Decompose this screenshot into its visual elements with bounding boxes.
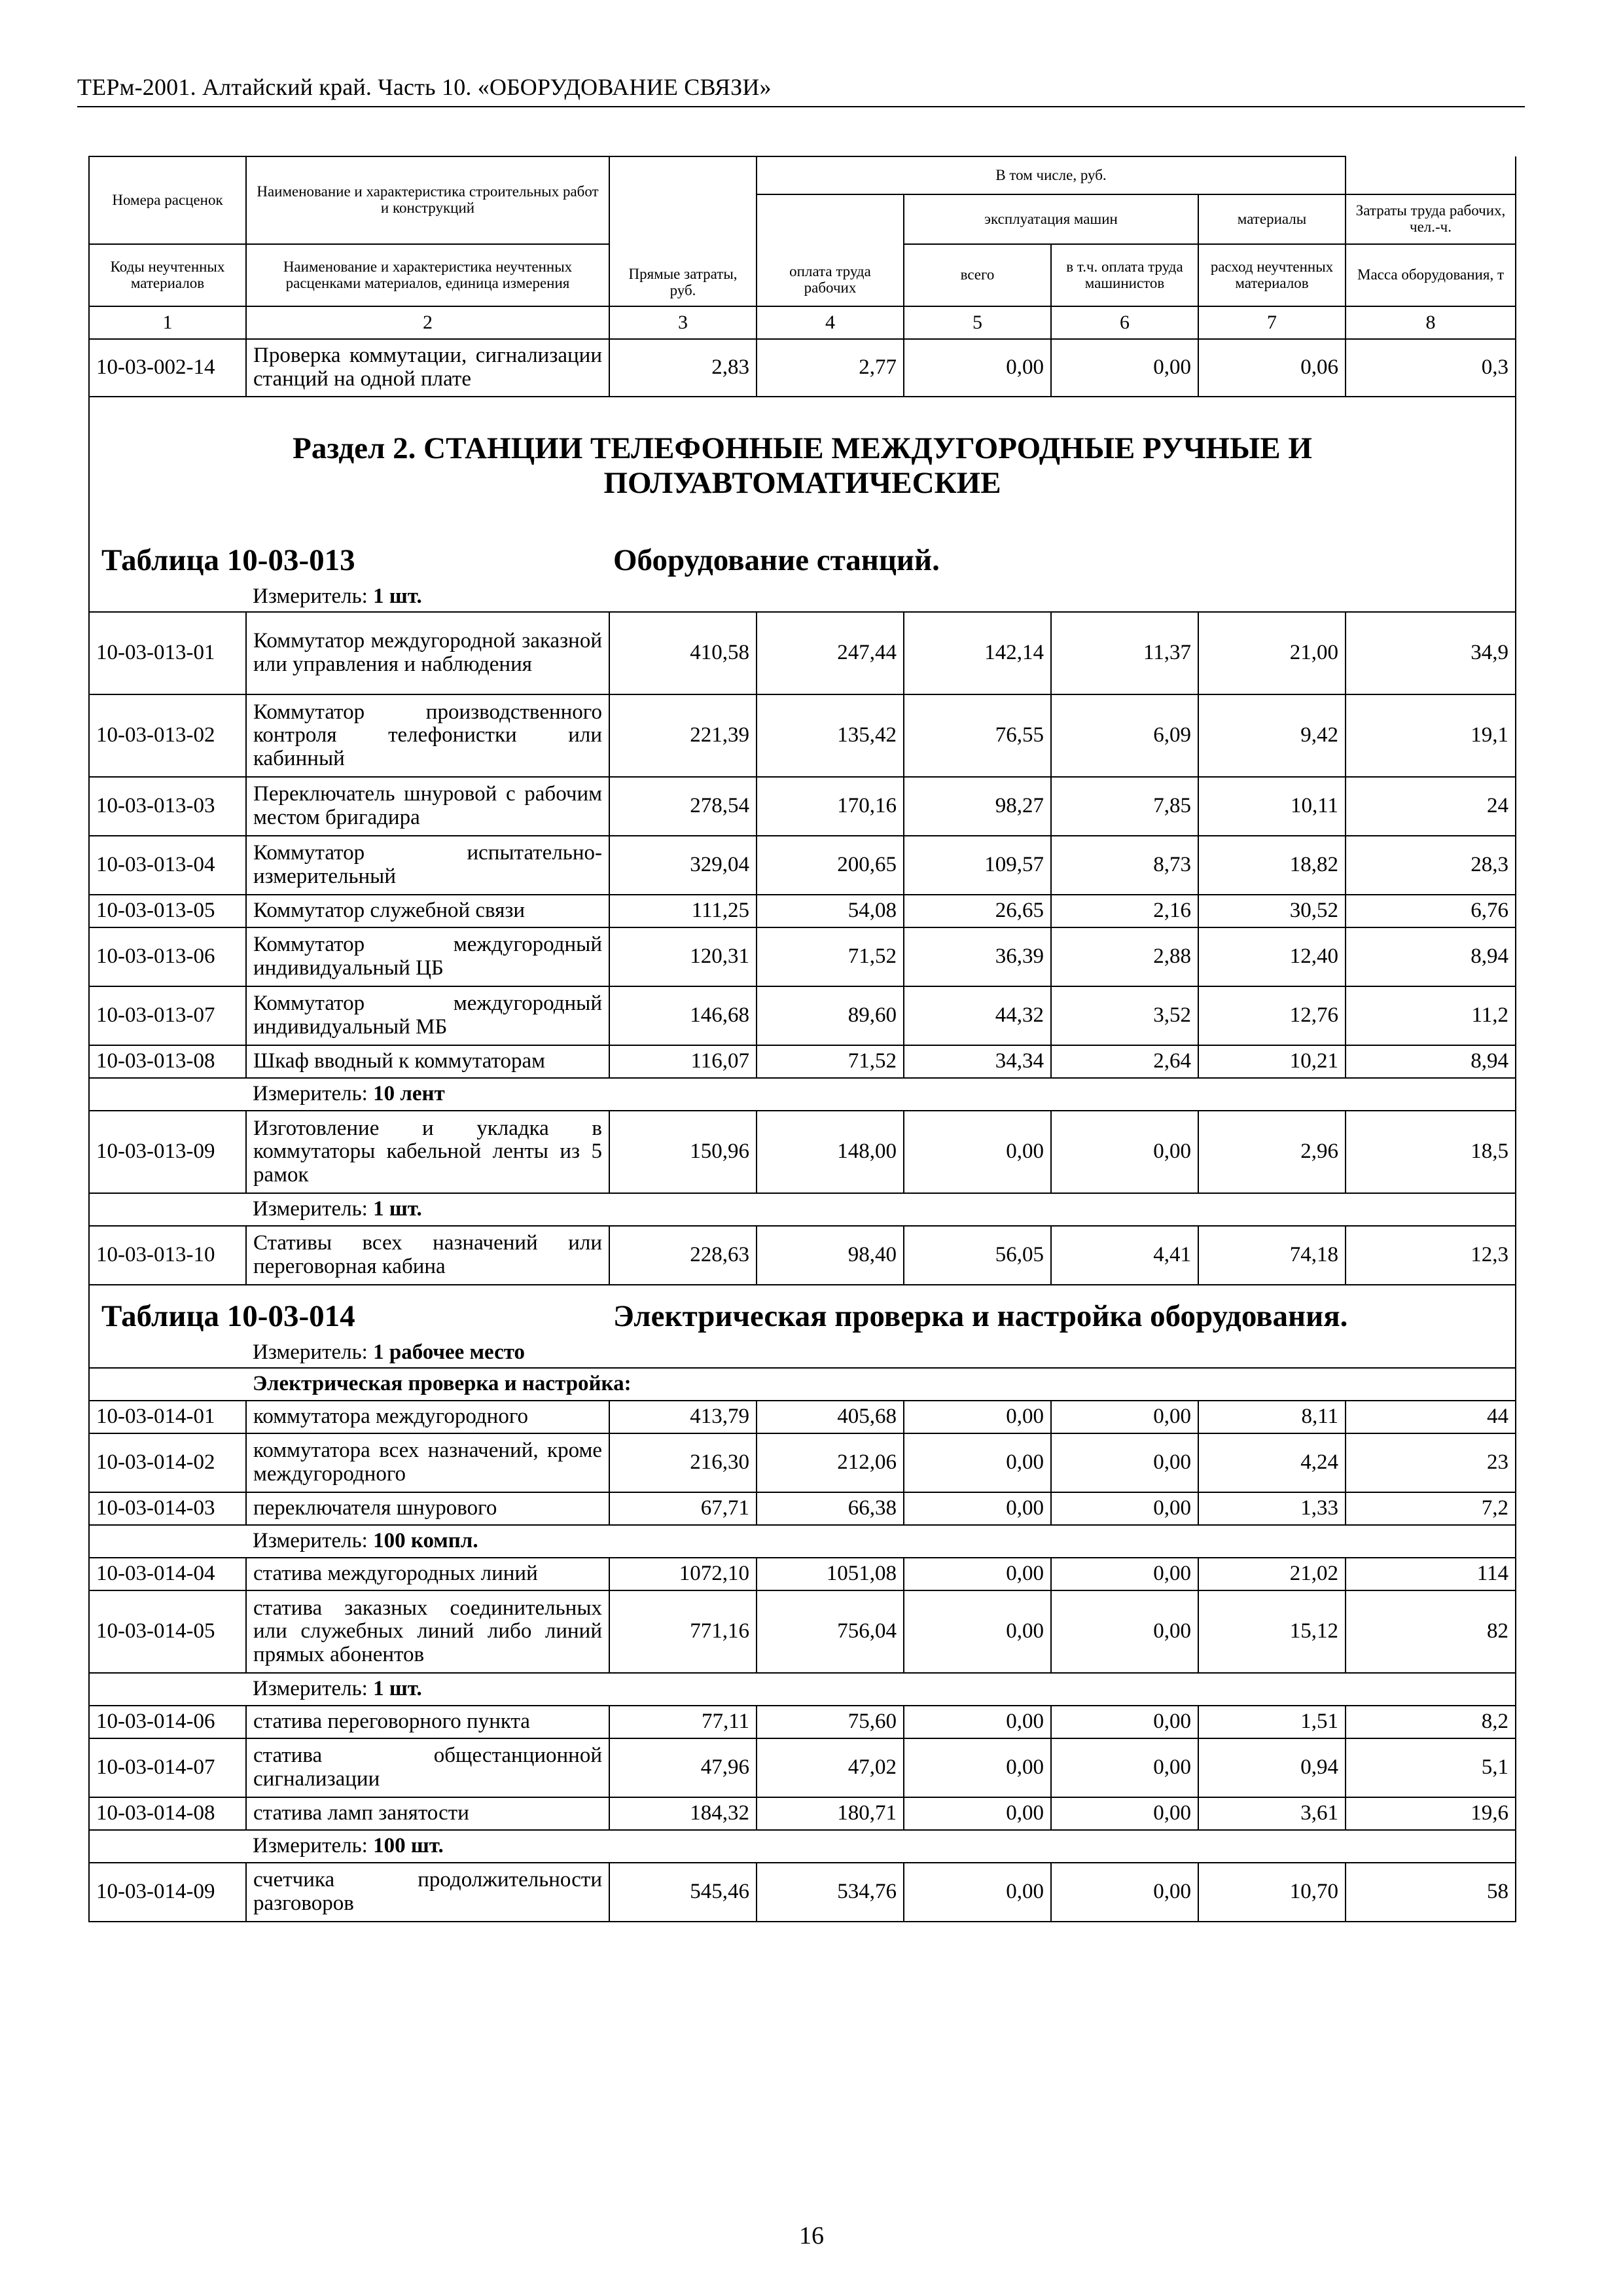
value-materials: 2,96 (1198, 1111, 1346, 1193)
table-row (89, 1401, 1516, 1433)
value-labor: 247,44 (757, 612, 904, 694)
value-machinists: 4,41 (1051, 1226, 1198, 1285)
value-labor: 180,71 (757, 1797, 904, 1830)
value-materials: 12,40 (1198, 927, 1346, 986)
table-row (89, 1590, 1516, 1673)
value-direct: 228,63 (609, 1226, 757, 1285)
value-labor-costs: 44 (1346, 1401, 1516, 1433)
col-machine-operation: эксплуатация машин (904, 194, 1198, 244)
table-row (89, 612, 1516, 694)
rate-code: 10-03-013-06 (89, 927, 246, 986)
value-materials: 18,82 (1198, 836, 1346, 895)
value-labor: 1051,08 (757, 1558, 904, 1590)
header-rule (77, 106, 1525, 107)
table-row (89, 1706, 1516, 1738)
rate-name: коммутатора всех назначений, кроме междугородного (246, 1433, 609, 1492)
rate-code: 10-03-014-08 (89, 1797, 246, 1830)
value-materials: 8,11 (1198, 1401, 1346, 1433)
value-machines: 98,27 (904, 777, 1051, 836)
section-title: Раздел 2. СТАНЦИИ ТЕЛЕФОННЫЕ МЕЖДУГОРОДНЫЕ РУЧНЫЕ И ПОЛУАВТОМАТИЧЕСКИЕ (293, 431, 1312, 500)
value-machines: 0,00 (904, 1738, 1051, 1797)
value-machines: 76,55 (904, 694, 1051, 777)
value-labor: 98,40 (757, 1226, 904, 1285)
col-including: В том числе, руб. (757, 156, 1346, 194)
rate-code: 10-03-014-04 (89, 1558, 246, 1590)
rate-code: 10-03-014-05 (89, 1590, 246, 1673)
measurement-unit: Измеритель: 1 шт. (246, 1673, 1516, 1706)
value-direct: 116,07 (609, 1045, 757, 1078)
col-unaccounted-consumption: расход неучтенных материалов (1198, 244, 1346, 306)
table-row (89, 1433, 1516, 1492)
value-direct: 150,96 (609, 1111, 757, 1193)
value-materials: 21,00 (1198, 612, 1346, 694)
value-labor-costs: 0,3 (1346, 339, 1516, 397)
rate-name: счетчика продолжительности разговоров (246, 1863, 609, 1922)
value-labor-costs: 8,94 (1346, 1045, 1516, 1078)
rate-code: 10-03-013-03 (89, 777, 246, 836)
table-row (89, 1558, 1516, 1590)
rate-name: статива общестанционной сигнализации (246, 1738, 609, 1797)
running-header: ТЕРм-2001. Алтайский край. Часть 10. «ОБОРУДОВАНИЕ СВЯЗИ» (77, 74, 772, 100)
value-direct: 216,30 (609, 1433, 757, 1492)
measurement-unit: Измеритель: 1 шт. (246, 1193, 1516, 1226)
value-machines: 36,39 (904, 927, 1051, 986)
value-labor-costs: 8,2 (1346, 1706, 1516, 1738)
value-materials: 1,33 (1198, 1492, 1346, 1525)
col-equipment-mass: Масса оборудования, т (1346, 244, 1516, 306)
value-labor: 200,65 (757, 836, 904, 895)
value-labor-costs: 7,2 (1346, 1492, 1516, 1525)
value-labor: 75,60 (757, 1706, 904, 1738)
value-labor: 405,68 (757, 1401, 904, 1433)
value-machines: 0,00 (904, 1433, 1051, 1492)
value-machinists: 7,85 (1051, 777, 1198, 836)
value-labor-costs: 19,1 (1346, 694, 1516, 777)
value-machines: 0,00 (904, 1558, 1051, 1590)
rate-code: 10-03-014-03 (89, 1492, 246, 1525)
value-labor: 89,60 (757, 986, 904, 1045)
measurement-unit: Измеритель: 10 лент (246, 1078, 1516, 1111)
rate-code: 10-03-002-14 (89, 339, 246, 397)
col-materials: материалы (1198, 194, 1346, 244)
value-labor-costs: 23 (1346, 1433, 1516, 1492)
table-number: Таблица 10-03-014 (101, 1299, 355, 1334)
col-direct-costs: Прямые затраты, руб. (609, 156, 757, 306)
measurement-unit: Измеритель: 100 шт. (246, 1830, 1516, 1863)
value-direct: 47,96 (609, 1738, 757, 1797)
table-row (89, 339, 1516, 397)
value-labor: 170,16 (757, 777, 904, 836)
value-machinists: 8,73 (1051, 836, 1198, 895)
rate-code: 10-03-013-08 (89, 1045, 246, 1078)
col-number: 8 (1346, 306, 1516, 339)
measurement-unit: Измеритель: 1 рабочее место (246, 1338, 1516, 1368)
value-machinists: 0,00 (1051, 1738, 1198, 1797)
col-number: 3 (609, 306, 757, 339)
value-labor: 66,38 (757, 1492, 904, 1525)
value-machinists: 0,00 (1051, 1797, 1198, 1830)
table-title: Оборудование станций. (613, 543, 940, 578)
value-materials: 12,76 (1198, 986, 1346, 1045)
rate-name: статива переговорного пункта (246, 1706, 609, 1738)
value-labor: 212,06 (757, 1433, 904, 1492)
value-labor: 54,08 (757, 895, 904, 927)
value-direct: 771,16 (609, 1590, 757, 1673)
value-machines: 44,32 (904, 986, 1051, 1045)
rate-name: Переключатель шнуровой с рабочим местом бригадира (246, 777, 609, 836)
rate-code: 10-03-014-09 (89, 1863, 246, 1922)
table-row (89, 1111, 1516, 1193)
value-labor-costs: 34,9 (1346, 612, 1516, 694)
value-machines: 0,00 (904, 1401, 1051, 1433)
value-direct: 120,31 (609, 927, 757, 986)
table-row (89, 1492, 1516, 1525)
rate-code: 10-03-013-01 (89, 612, 246, 694)
value-machines: 0,00 (904, 1590, 1051, 1673)
table-row (89, 895, 1516, 927)
value-machinists: 0,00 (1051, 1433, 1198, 1492)
value-materials: 10,70 (1198, 1863, 1346, 1922)
table-row (89, 1863, 1516, 1922)
rate-code: 10-03-014-02 (89, 1433, 246, 1492)
rate-name: Коммутатор междугородной заказной или управления и наблюдения (246, 612, 609, 694)
rate-name: Коммутатор междугородный индивидуальный ЦБ (246, 927, 609, 986)
value-direct: 545,46 (609, 1863, 757, 1922)
value-materials: 9,42 (1198, 694, 1346, 777)
rate-name: Изготовление и укладка в коммутаторы кабельной ленты из 5 рамок (246, 1111, 609, 1193)
rate-code: 10-03-013-07 (89, 986, 246, 1045)
value-labor: 71,52 (757, 1045, 904, 1078)
value-machinists: 0,00 (1051, 1590, 1198, 1673)
value-direct: 67,71 (609, 1492, 757, 1525)
table-row (89, 777, 1516, 836)
value-direct: 111,25 (609, 895, 757, 927)
rate-code: 10-03-014-06 (89, 1706, 246, 1738)
value-materials: 74,18 (1198, 1226, 1346, 1285)
rates-table (88, 156, 1516, 1922)
value-labor: 534,76 (757, 1863, 904, 1922)
col-number: 2 (246, 306, 609, 339)
col-labor-costs: Затраты труда рабочих, чел.-ч. (1346, 194, 1516, 244)
rate-name: Проверка коммутации, сигнализации станций на одной плате (246, 339, 609, 397)
value-labor-costs: 18,5 (1346, 1111, 1516, 1193)
value-machines: 0,00 (904, 1706, 1051, 1738)
value-machines: 56,05 (904, 1226, 1051, 1285)
value-labor-costs: 24 (1346, 777, 1516, 836)
value-labor-costs: 11,2 (1346, 986, 1516, 1045)
value-direct: 2,83 (609, 339, 757, 397)
value-labor-costs: 28,3 (1346, 836, 1516, 895)
table-number: Таблица 10-03-013 (101, 543, 355, 578)
table-row (89, 1738, 1516, 1797)
value-labor: 2,77 (757, 339, 904, 397)
col-name-works: Наименование и характеристика строительных работ и конструкций (246, 156, 609, 244)
value-machinists: 2,16 (1051, 895, 1198, 927)
value-materials: 10,11 (1198, 777, 1346, 836)
rate-name: Коммутатор производственного контроля телефонистки или кабинный (246, 694, 609, 777)
rate-name: статива ламп занятости (246, 1797, 609, 1830)
value-direct: 413,79 (609, 1401, 757, 1433)
table-title: Электрическая проверка и настройка оборудования. (613, 1299, 1348, 1334)
value-labor-costs: 12,3 (1346, 1226, 1516, 1285)
value-labor-costs: 5,1 (1346, 1738, 1516, 1797)
rate-code: 10-03-013-02 (89, 694, 246, 777)
value-labor: 148,00 (757, 1111, 904, 1193)
rate-code: 10-03-013-05 (89, 895, 246, 927)
measurement-unit: Измеритель: 100 компл. (246, 1525, 1516, 1558)
table-row (89, 1045, 1516, 1078)
rate-code: 10-03-013-09 (89, 1111, 246, 1193)
rate-name: Коммутатор служебной связи (246, 895, 609, 927)
col-number: 4 (757, 306, 904, 339)
col-rate-numbers: Номера расценок (89, 156, 246, 244)
value-materials: 15,12 (1198, 1590, 1346, 1673)
value-direct: 221,39 (609, 694, 757, 777)
rate-name: Коммутатор междугородный индивидуальный МБ (246, 986, 609, 1045)
col-labor-pay: оплата труда рабочих (757, 194, 904, 306)
rate-name: статива междугородных линий (246, 1558, 609, 1590)
col-unaccounted-names: Наименование и характеристика неучтенных расценками материалов, единица измерения (246, 244, 609, 306)
value-materials: 1,51 (1198, 1706, 1346, 1738)
value-machinists: 0,00 (1051, 1706, 1198, 1738)
value-machinists: 0,00 (1051, 1401, 1198, 1433)
value-machines: 34,34 (904, 1045, 1051, 1078)
value-labor-costs: 58 (1346, 1863, 1516, 1922)
value-machines: 0,00 (904, 1492, 1051, 1525)
col-machine-total: всего (904, 244, 1051, 306)
table-row (89, 927, 1516, 986)
rate-code: 10-03-014-01 (89, 1401, 246, 1433)
rate-name: переключателя шнурового (246, 1492, 609, 1525)
value-labor-costs: 8,94 (1346, 927, 1516, 986)
value-machines: 26,65 (904, 895, 1051, 927)
value-materials: 0,94 (1198, 1738, 1346, 1797)
rate-code: 10-03-014-07 (89, 1738, 246, 1797)
value-direct: 1072,10 (609, 1558, 757, 1590)
value-machinists: 2,64 (1051, 1045, 1198, 1078)
value-direct: 77,11 (609, 1706, 757, 1738)
col-number: 5 (904, 306, 1051, 339)
value-machines: 0,00 (904, 1111, 1051, 1193)
value-machinists: 0,00 (1051, 1111, 1198, 1193)
value-machinists: 11,37 (1051, 612, 1198, 694)
value-materials: 30,52 (1198, 895, 1346, 927)
rate-code: 10-03-013-10 (89, 1226, 246, 1285)
value-direct: 278,54 (609, 777, 757, 836)
table-heading (89, 1285, 1516, 1338)
rate-code: 10-03-013-04 (89, 836, 246, 895)
value-machinists: 0,00 (1051, 1492, 1198, 1525)
table-row (89, 1797, 1516, 1830)
value-labor: 135,42 (757, 694, 904, 777)
rate-name: Шкаф вводный к коммутаторам (246, 1045, 609, 1078)
value-labor: 756,04 (757, 1590, 904, 1673)
col-machinist-pay: в т.ч. оплата труда машинистов (1051, 244, 1198, 306)
value-materials: 21,02 (1198, 1558, 1346, 1590)
table-row (89, 1226, 1516, 1285)
value-direct: 184,32 (609, 1797, 757, 1830)
rate-name: Стативы всех назначений или переговорная кабина (246, 1226, 609, 1285)
subgroup-heading: Электрическая проверка и настройка: (246, 1368, 1516, 1401)
value-machines: 0,00 (904, 1863, 1051, 1922)
table-heading (89, 534, 1516, 583)
rate-name: коммутатора междугородного (246, 1401, 609, 1433)
value-machines: 0,00 (904, 339, 1051, 397)
value-machinists: 6,09 (1051, 694, 1198, 777)
value-materials: 10,21 (1198, 1045, 1346, 1078)
col-number: 6 (1051, 306, 1198, 339)
value-labor: 71,52 (757, 927, 904, 986)
table-row (89, 986, 1516, 1045)
value-labor-costs: 82 (1346, 1590, 1516, 1673)
col-number: 7 (1198, 306, 1346, 339)
page-number: 16 (799, 2222, 824, 2250)
table-row (89, 836, 1516, 895)
value-direct: 329,04 (609, 836, 757, 895)
value-direct: 146,68 (609, 986, 757, 1045)
value-machinists: 2,88 (1051, 927, 1198, 986)
value-machinists: 0,00 (1051, 339, 1198, 397)
rate-name: Коммутатор испытательно-измерительный (246, 836, 609, 895)
value-machinists: 0,00 (1051, 1558, 1198, 1590)
value-labor-costs: 114 (1346, 1558, 1516, 1590)
value-materials: 0,06 (1198, 339, 1346, 397)
col-number: 1 (89, 306, 246, 339)
value-machines: 109,57 (904, 836, 1051, 895)
value-machinists: 3,52 (1051, 986, 1198, 1045)
value-materials: 4,24 (1198, 1433, 1346, 1492)
value-direct: 410,58 (609, 612, 757, 694)
rate-name: статива заказных соединительных или служебных линий либо линий прямых абонентов (246, 1590, 609, 1673)
value-machines: 0,00 (904, 1797, 1051, 1830)
value-machines: 142,14 (904, 612, 1051, 694)
value-materials: 3,61 (1198, 1797, 1346, 1830)
value-labor-costs: 6,76 (1346, 895, 1516, 927)
measurement-unit: Измеритель: 1 шт. (246, 583, 1516, 612)
table-row (89, 694, 1516, 777)
value-labor: 47,02 (757, 1738, 904, 1797)
col-unaccounted-codes: Коды неучтенных материалов (89, 244, 246, 306)
value-machinists: 0,00 (1051, 1863, 1198, 1922)
value-labor-costs: 19,6 (1346, 1797, 1516, 1830)
